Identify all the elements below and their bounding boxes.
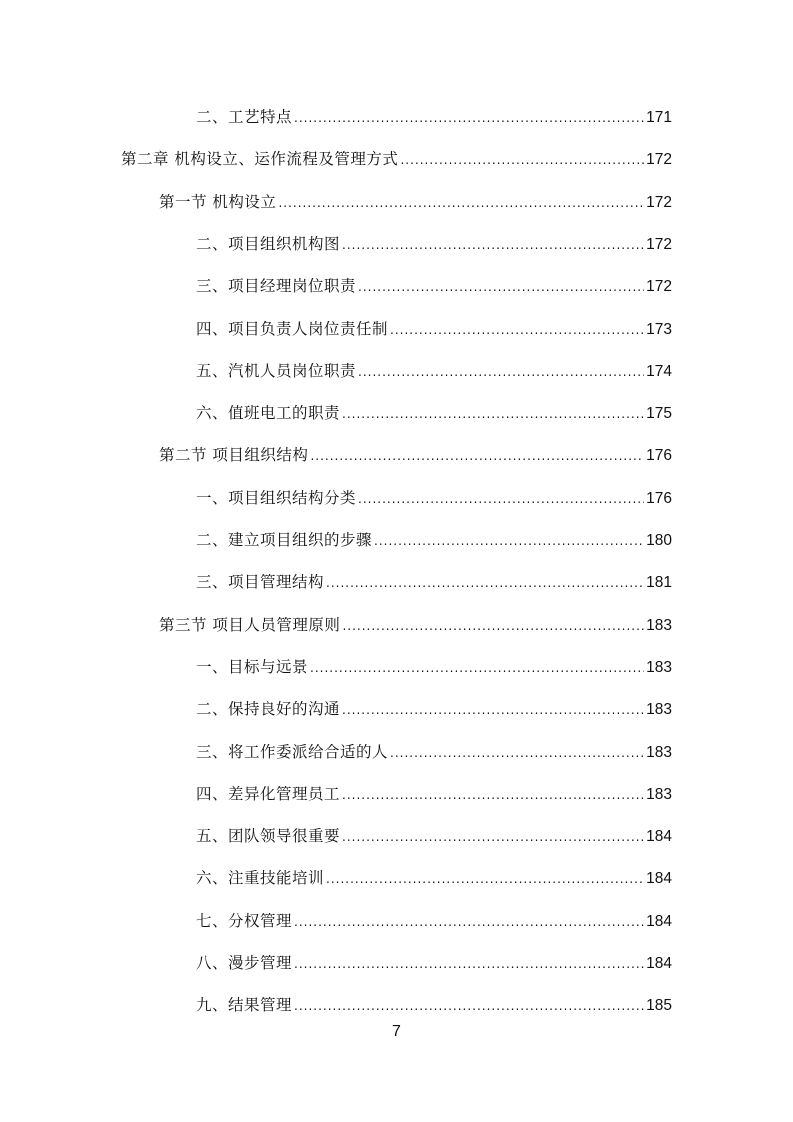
- toc-entry-page: 185: [646, 997, 672, 1015]
- toc-item-entry[interactable]: [196, 782, 672, 808]
- dot-leader: [342, 788, 644, 802]
- toc-entry-title: 一、目标与远景: [196, 657, 309, 676]
- toc-entry-page: 184: [646, 828, 672, 846]
- toc-section-entry[interactable]: [159, 190, 672, 216]
- dot-leader: [390, 746, 644, 760]
- toc-item-entry[interactable]: [196, 232, 672, 258]
- toc-entry-page: 176: [646, 489, 672, 507]
- dot-leader: [310, 661, 644, 675]
- toc-item-entry[interactable]: [196, 866, 672, 892]
- toc-item-entry[interactable]: [196, 401, 672, 427]
- dot-leader: [310, 449, 644, 463]
- toc-entry-title: 八、漫步管理: [196, 954, 293, 972]
- toc-entry-title: 一、项目组织结构分类: [196, 488, 357, 507]
- toc-entry-page: 180: [646, 532, 672, 549]
- toc-entry-page: 183: [646, 616, 672, 634]
- dot-leader: [358, 492, 644, 506]
- dot-leader: [294, 915, 644, 929]
- toc-entry-page: 171: [646, 109, 672, 126]
- toc-entry-title: 六、注重技能培训: [196, 869, 325, 888]
- toc-entry-page: 172: [646, 193, 672, 211]
- toc-entry-page: 183: [646, 701, 672, 719]
- dot-leader: [358, 365, 644, 379]
- toc-entry-page: 183: [646, 785, 672, 803]
- toc-entry-title: 三、项目管理结构: [196, 573, 325, 592]
- toc-item-entry[interactable]: [196, 317, 672, 343]
- toc-entry-title: 第一节 机构设立: [159, 192, 277, 211]
- toc-entry-title: 七、分权管理: [196, 911, 293, 930]
- toc-entry-page: 173: [646, 320, 672, 338]
- toc-item-entry[interactable]: [196, 570, 672, 596]
- toc-item-entry[interactable]: [196, 993, 672, 1019]
- toc-item-entry[interactable]: [196, 359, 672, 385]
- toc-entry-title: 四、项目负责人岗位责任制: [196, 319, 389, 338]
- dot-leader: [326, 576, 644, 590]
- dot-leader: [358, 280, 644, 294]
- toc-entry-page: 181: [646, 574, 672, 592]
- dot-leader: [374, 534, 644, 548]
- toc-section-entry[interactable]: [159, 613, 672, 639]
- dot-leader: [342, 703, 644, 717]
- toc-chapter-entry[interactable]: [121, 147, 672, 173]
- toc-item-entry[interactable]: [196, 655, 672, 681]
- dot-leader: [294, 111, 644, 125]
- toc-entry-page: 174: [646, 362, 672, 380]
- dot-leader: [400, 153, 644, 167]
- toc-entry-title: 五、汽机人员岗位职责: [196, 361, 357, 380]
- toc-entry-title: 三、项目经理岗位职责: [196, 277, 357, 296]
- toc-entry-title: 二、工艺特点: [196, 108, 293, 126]
- toc-item-entry[interactable]: [196, 740, 672, 766]
- toc-entry-page: 184: [646, 870, 672, 888]
- dot-leader: [278, 196, 644, 210]
- toc-entry-page: 175: [646, 405, 672, 423]
- dot-leader: [342, 407, 644, 421]
- toc-entry-title: 四、差异化管理员工: [196, 784, 341, 803]
- toc-entry-title: 三、将工作委派给合适的人: [196, 742, 389, 761]
- toc-entry-title: 六、值班电工的职责: [196, 404, 341, 423]
- toc-entry-title: 第二节 项目组织结构: [159, 446, 309, 465]
- toc-item-entry[interactable]: [196, 528, 672, 554]
- dot-leader: [294, 999, 644, 1013]
- toc-item-entry[interactable]: [196, 105, 672, 131]
- toc-entry-title: 九、结果管理: [196, 996, 293, 1015]
- toc-entry-page: 176: [646, 447, 672, 465]
- toc-entry-title: 五、团队领导很重要: [196, 827, 341, 846]
- toc-entry-title: 二、保持良好的沟通: [196, 700, 341, 719]
- toc-entry-title: 二、建立项目组织的步骤: [196, 531, 373, 549]
- toc-entry-page: 183: [646, 743, 672, 761]
- toc-item-entry[interactable]: [196, 951, 672, 977]
- dot-leader: [342, 619, 644, 633]
- toc-entry-title: 第二章 机构设立、运作流程及管理方式: [121, 150, 399, 169]
- toc-entry-page: 172: [646, 151, 672, 169]
- toc-item-entry[interactable]: [196, 824, 672, 850]
- toc-entry-page: 172: [646, 278, 672, 296]
- dot-leader: [342, 238, 644, 252]
- toc-item-entry[interactable]: [196, 909, 672, 935]
- toc-entry-page: 184: [646, 912, 672, 930]
- toc-item-entry[interactable]: [196, 697, 672, 723]
- toc-section-entry[interactable]: [159, 443, 672, 469]
- page-number: 7: [392, 1023, 401, 1040]
- dot-leader: [342, 830, 644, 844]
- dot-leader: [294, 957, 644, 971]
- dot-leader: [326, 872, 644, 886]
- dot-leader: [390, 323, 644, 337]
- toc-entry-page: 172: [646, 235, 672, 253]
- toc-item-entry[interactable]: [196, 274, 672, 300]
- toc-entry-title: 二、项目组织机构图: [196, 234, 341, 253]
- toc-entry-page: 183: [646, 658, 672, 676]
- toc-item-entry[interactable]: [196, 486, 672, 512]
- toc-entry-title: 第三节 项目人员管理原则: [159, 615, 341, 634]
- toc-entry-page: 184: [646, 955, 672, 972]
